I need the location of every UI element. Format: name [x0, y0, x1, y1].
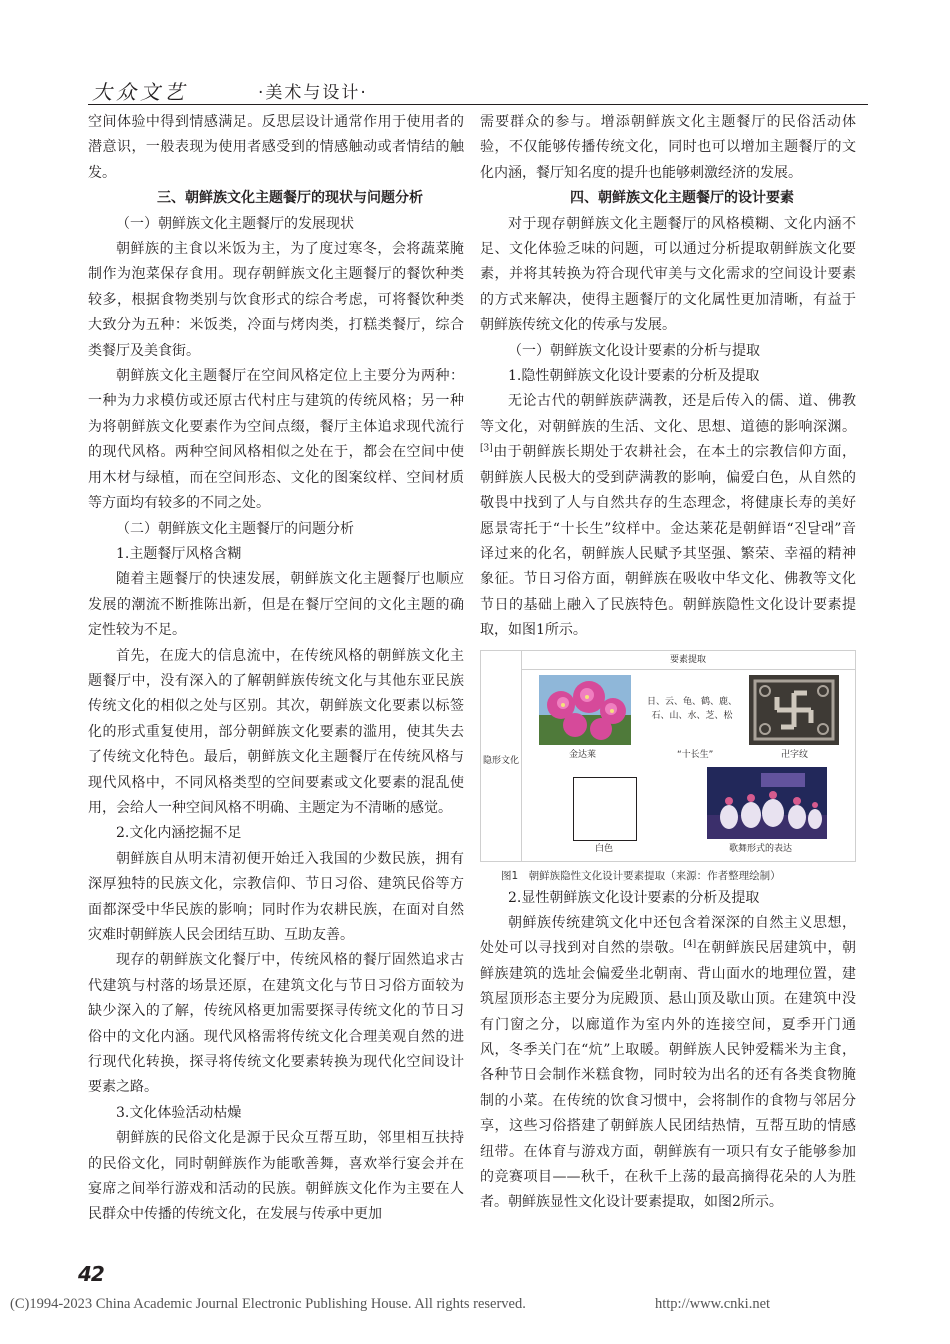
- figure-header: 要素提取: [521, 651, 855, 670]
- paragraph: 朝鲜族的主食以米饭为主，为了度过寒冬，会将蔬菜腌制作为泡菜保存食用。现存朝鲜族文化主题餐厅的餐饮种类较多，根据食物类别与饮食形式的综合考虑，可将餐饮种类大致分为五种：米饭类，冷面与烤肉类，打糕类餐厅，综合类餐厅及美食街。: [88, 241, 464, 359]
- subsection-heading: （二）朝鲜族文化主题餐厅的问题分析: [116, 520, 354, 537]
- figure-row-label: [481, 651, 522, 861]
- dance-performance-image: [707, 767, 827, 839]
- journal-title: 大众文艺: [92, 80, 188, 104]
- paragraph: 首先，在庞大的信息流中，在传统风格的朝鲜族文化主题餐厅中，没有深入的了解朝鲜族传统文化与其他东亚民族传统文化的相似之处与区别。其次，朝鲜族文化要素以标签化的形式重复使用，部分朝鲜族文化要素的滥用，使其失去了传统文化特色。最后，朝鲜族文化主题餐厅在传统风格与现代风格中，不同风格类型的空间要素或文化要素的混乱使用，会给人一种空间风格不明确、主题定为不清晰的感觉。: [88, 647, 464, 816]
- paragraph: 空间体验中得到情感满足。反思层设计通常作用于使用者的潜意识，一般表现为使用者感受到的情感触动或者情结的触发。: [88, 114, 464, 181]
- footer: [10, 1296, 940, 1313]
- subsection-heading: （一）朝鲜族文化主题餐厅的发展现状: [116, 215, 354, 232]
- citation-ref: [3]: [480, 443, 493, 454]
- paragraph: 朝鲜族的民俗文化是源于民众互帮互助，邻里相互扶持的民俗文化，同时朝鲜族作为能歌善舞，喜欢举行宴会并在宴席之间举行游戏和活动的民族。朝鲜族文化作为主要在人民群众中传播的传统文化，在发展与传承中更加: [88, 1130, 464, 1223]
- paragraph: 对于现存朝鲜族文化主题餐厅的风格模糊、文化内涵不足、文化体验乏味的问题，可以通过分析提取朝鲜族文化要素，并将其转换为符合现代审美与文化需求的空间设计要素的方式来解决，使得主题餐厅的文化属性更加清晰，有益于朝鲜族传统文化的传承与发展。: [480, 215, 856, 334]
- item-heading: 2.文化内涵挖掘不足: [116, 825, 242, 842]
- paragraph: 朝鲜族自从明末清初便开始迁入我国的少数民族，拥有深厚独特的民族文化，宗教信仰、节日习俗、建筑民俗等方面都深受中华民族的影响；同时作为农耕民族，在面对自然灾难时朝鲜族人民会团结互助、互助友善。: [88, 850, 464, 943]
- swastika-pattern-image: [749, 675, 839, 745]
- footer-url[interactable]: http://www.cnki.net: [655, 1296, 771, 1312]
- paragraph-text: 由于朝鲜族长期处于农耕社会，在本土的宗教信仰方面，朝鲜族人民极大的受到萨满教的影响，偏爱白色，从自然的敬畏中找到了人与自然共存的生态理念，将健康长寿的美好愿景寄托于“十长生”纹样中。金达莱花是朝鲜语“진달래”音译过来的化名，朝鲜族人民赋予其坚强、繁荣、幸福的精神象征。节日习俗方面，朝鲜族在吸收中华文化、佛教等文化节日的基础上融入了民族特色。朝鲜族隐性文化设计要素提取，如图1所示。: [480, 444, 856, 639]
- figure-1: [480, 650, 856, 862]
- section-heading: 三、朝鲜族文化主题餐厅的现状与问题分析: [157, 190, 423, 207]
- paragraph: 朝鲜族文化主题餐厅在空间风格定位上主要分为两种：一种为力求模仿或还原古代村庄与建筑的传统风格；另一种为将朝鲜族文化要素作为空间点缀，餐厅主体追求现代流行的现代风格。两种空间风格相似之处在于，都会在空间中使用木材与绿植，而在空间形态、文化的图案纹样、空间材质等方面均有较多的不同之处。: [88, 368, 464, 512]
- paragraph: [480, 389, 856, 643]
- item-heading: 1.隐性朝鲜族文化设计要素的分析及提取: [508, 368, 760, 385]
- header-rule: [88, 104, 868, 105]
- figure-item-text: 日、云、龟、鹤、鹿、石、山、水、芝、松: [647, 696, 738, 721]
- paragraph: 随着主题餐厅的快速发展，朝鲜族文化主题餐厅也顺应发展的潮流不断推陈出新，但是在餐厅空间的文化主题的确定性较为不足。: [88, 571, 464, 639]
- subsection-heading: （一）朝鲜族文化设计要素的分析与提取: [508, 342, 760, 359]
- row-label-text: 隐形文化: [483, 755, 520, 766]
- white-color-swatch: [573, 777, 637, 841]
- figure-caption: 图1 朝鲜族隐性文化设计要素提取（来源：作者整理绘制）: [501, 869, 781, 882]
- figure-item-caption: 卍字纹: [781, 749, 809, 760]
- item-heading: 2.显性朝鲜族文化设计要素的分析及提取: [508, 889, 760, 906]
- figure-item-caption: 金达莱: [569, 749, 597, 760]
- item-heading: 1.主题餐厅风格含糊: [116, 545, 242, 562]
- section-heading: 四、朝鲜族文化主题餐厅的设计要素: [570, 190, 794, 207]
- page-number: 42: [78, 1262, 104, 1286]
- paragraph-text: 无论古代的朝鲜族萨满教，还是后传入的儒、道、佛教等文化，对朝鲜族的生活、文化、思想、道德的影响深渊。: [480, 393, 856, 435]
- left-column: [88, 110, 464, 1228]
- paragraph-text: 在朝鲜族民居建筑中，朝鲜族建筑的选址会偏爱坐北朝南、背山面水的地理位置，建筑屋顶形态主要分为庑殿顶、悬山顶及歇山顶。在建筑中没有门窗之分，以廊道作为室内外的连接空间，夏季开门通风，冬季关门在“炕”上取暖。朝鲜族人民钟爱糯米为主食，各种节日会制作米糕食物，同时较为出名的还有各类食物腌制的小菜。在传统的饮食习惯中，会将制作的食物与邻居分享，这些习俗搭建了朝鲜族人民团结热情，互帮互助的情感纽带。在体育与游戏方面，朝鲜族有一项只有女子能够参加的竞赛项目——秋千，在秋千上荡的最高摘得花朵的人为胜者。朝鲜族显性文化设计要素提取，如图2所示。: [480, 940, 857, 1211]
- item-heading: 3.文化体验活动枯燥: [116, 1104, 242, 1121]
- figure-item-caption: 白色: [595, 843, 614, 854]
- paragraph: [480, 911, 856, 1216]
- azalea-flower-image: [539, 675, 631, 745]
- citation-ref: [4]: [683, 939, 697, 950]
- footer-copyright: (C)1994-2023 China Academic Journal Electronic Publishing House. All rights reserved.: [10, 1296, 526, 1312]
- figure-item-caption: 歌舞形式的表达: [729, 843, 793, 854]
- paragraph: 现存的朝鲜族文化餐厅中，传统风格的餐厅固然追求古代建筑与村落的场景还原，在建筑文化与节日习俗方面较为缺少深入的了解，传统风格更加需要探寻传统文化的节日习俗中的文化内涵。现代风格需将传统文化合理美观自然的进行现代化转换，探寻将传统文化要素转换为现代化空间设计要素之路。: [88, 952, 464, 1096]
- right-column: [480, 110, 856, 1216]
- running-header: [88, 72, 868, 106]
- figure-item-caption: “十长生”: [677, 749, 714, 760]
- paragraph-text: 朝鲜族传统建筑文化中还包含着深深的自然主义思想，处处可以寻找到对自然的崇敬。: [480, 914, 856, 957]
- paragraph: 需要群众的参与。增添朝鲜族文化主题餐厅的民俗活动体验，不仅能够传播传统文化，同时也可以增加主题餐厅的文化内涵，餐厅知名度的提升也能够刺激经济的发展。: [480, 114, 856, 181]
- section-tag: ·美术与设计·: [258, 83, 368, 103]
